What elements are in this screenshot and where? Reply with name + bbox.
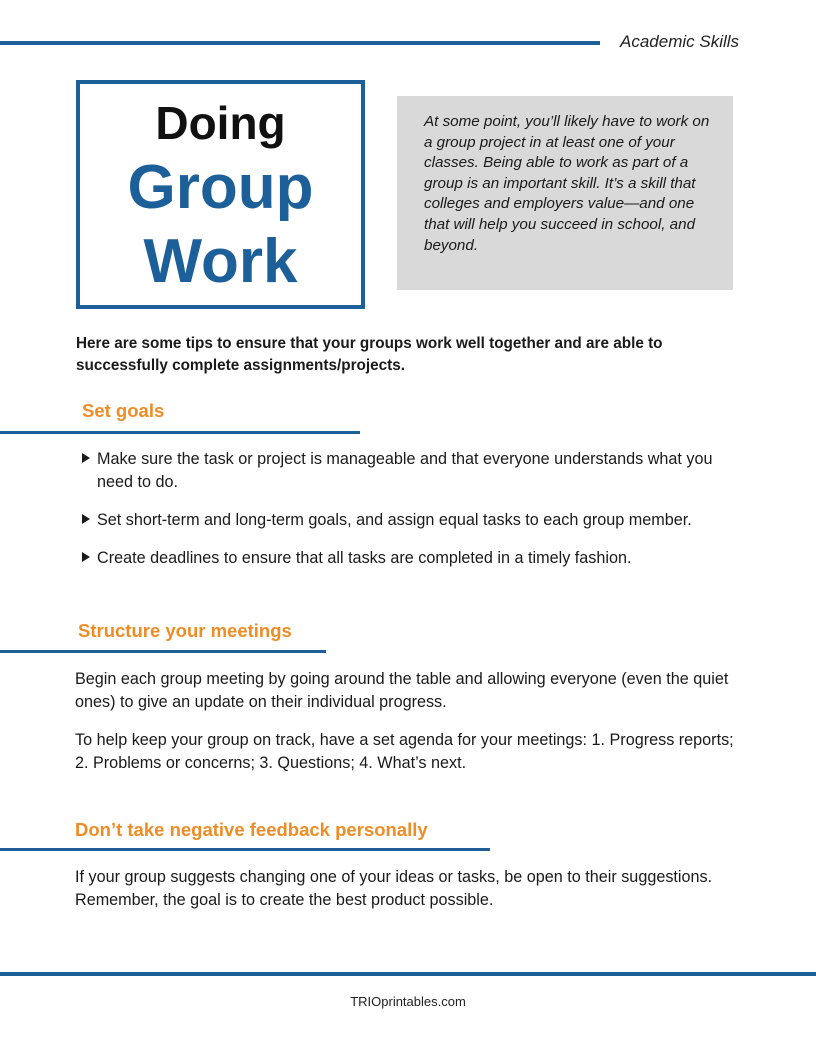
category-label: Academic Skills — [620, 32, 740, 51]
section-heading-structure-meetings: Structure your meetings — [78, 620, 292, 641]
section-heading-set-goals: Set goals — [82, 400, 165, 421]
list-item — [80, 509, 730, 532]
meetings-paragraph-1: Begin each group meeting by going around the table and allowing everyone (even the quiet ones) to give an update on their individual progress. — [75, 670, 729, 711]
title-line-doing: Doing — [155, 97, 286, 149]
header-rule — [0, 41, 600, 45]
bullet-triangle-icon — [82, 514, 90, 524]
title-line-work: Work — [143, 227, 298, 296]
bullet-triangle-icon — [82, 453, 90, 463]
list-item — [80, 547, 730, 570]
footer-rule — [0, 972, 816, 976]
section-rule — [0, 650, 326, 653]
meetings-paragraph-2: To help keep your group on track, have a set agenda for your meetings: 1. Progress reports; 2. Problems or concerns; 3. Questions; 4. What’s next. — [75, 731, 734, 772]
feedback-paragraph: If your group suggests changing one of your ideas or tasks, be open to their suggestions. Remember, the goal is to create the best product possible. — [75, 868, 713, 909]
lead-paragraph: Here are some tips to ensure that your groups work well together and are able to successfully complete assignments/projects. — [76, 335, 663, 374]
intro-callout — [397, 96, 733, 290]
intro-text: At some point, you’ll likely have to work on a group project in at least one of your classes. Being able to work as part of a group is an important skill. It’s a skill that colleges and employers value—and one that will help you succeed in school, and beyond. — [424, 113, 710, 254]
footer-site: TRIOprintables.com — [350, 994, 466, 1009]
title-line-group: Group — [127, 153, 314, 222]
title-box — [76, 80, 365, 309]
list-item — [80, 448, 730, 494]
bullet-triangle-icon — [82, 552, 90, 562]
section-heading-negative-feedback: Don’t take negative feedback personally — [75, 819, 428, 840]
list-item-text: Set short-term and long-term goals, and assign equal tasks to each group member. — [97, 511, 692, 529]
section-rule — [0, 431, 360, 434]
list-item-text: Make sure the task or project is manageable and that everyone understands what you need to do. — [97, 450, 713, 491]
list-item-text: Create deadlines to ensure that all tasks are completed in a timely fashion. — [97, 549, 632, 567]
goals-list — [80, 448, 730, 585]
section-rule — [0, 848, 490, 851]
